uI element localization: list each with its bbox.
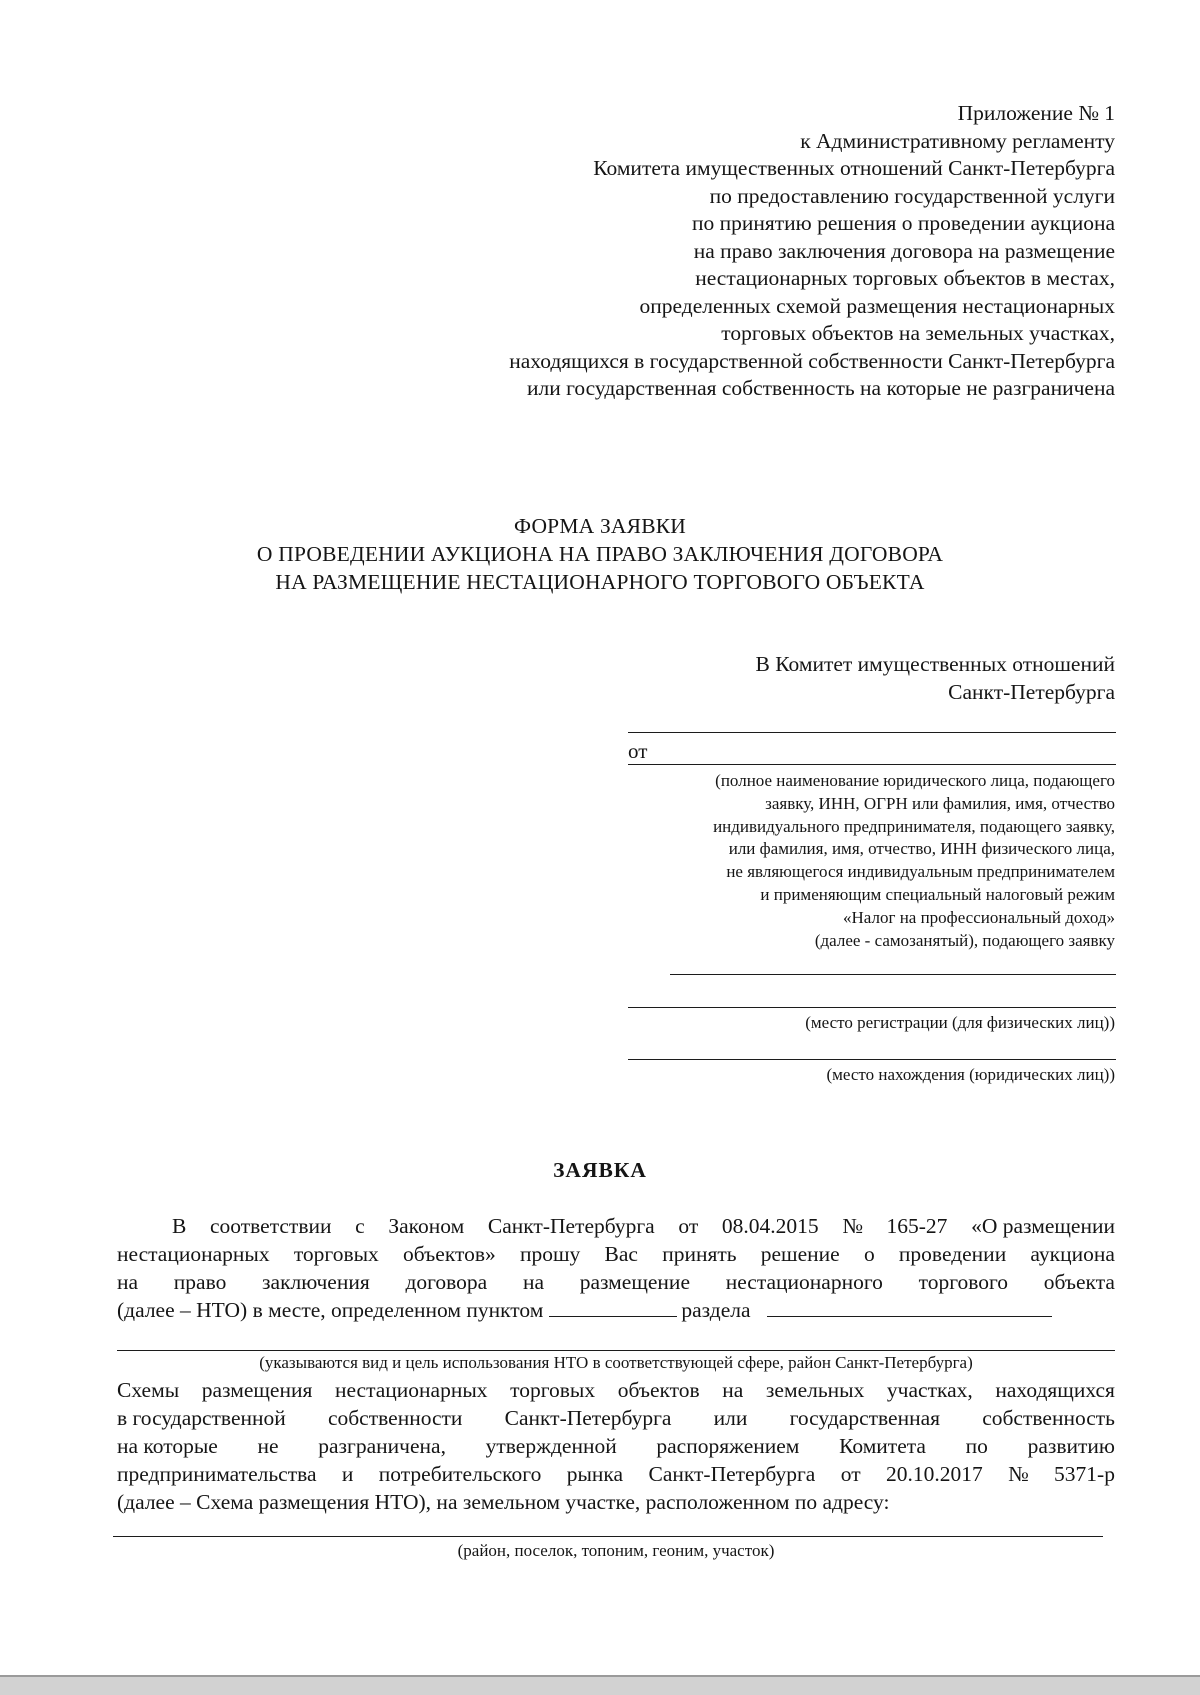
object-type-hint: (указываются вид и цель использования НТО в соответствующей сфере, район Санкт-Петербурга) bbox=[259, 1353, 973, 1372]
appendix-line: находящихся в государственной собственности Санкт-Петербурга bbox=[509, 348, 1115, 373]
applicant-hint-line: индивидуального предпринимателя, подающего заявку, bbox=[713, 816, 1115, 836]
form-title-line: НА РАЗМЕЩЕНИЕ НЕСТАЦИОНАРНОГО ТОРГОВОГО ОБЪЕКТА bbox=[275, 570, 925, 594]
applicant-hint bbox=[713, 770, 1115, 952]
applicant-hint-line: и применяющим специальный налоговый режим bbox=[760, 884, 1115, 904]
appendix-header bbox=[509, 100, 1115, 403]
section-blank[interactable] bbox=[767, 1296, 1052, 1317]
paragraph-line: на которые не разграничена, утвержденной распоряжением Комитета по развитию bbox=[117, 1434, 1115, 1458]
addressee-line: Санкт-Петербурга bbox=[948, 680, 1115, 704]
paragraph-line: нестационарных торговых объектов» прошу Вас принять решение о проведении аукциона bbox=[117, 1242, 1115, 1266]
form-title bbox=[0, 512, 1200, 596]
appendix-line: определенных схемой размещения нестационарных bbox=[639, 293, 1115, 318]
appendix-line: нестационарных торговых объектов в местах, bbox=[695, 266, 1115, 290]
applicant-name-line[interactable] bbox=[628, 764, 1116, 765]
object-type-line[interactable] bbox=[117, 1350, 1115, 1351]
address-hint: (район, поселок, топоним, геоним, участок) bbox=[457, 1541, 775, 1560]
applicant-hint-line: «Налог на профессиональный доход» bbox=[843, 907, 1115, 927]
paragraph-line: в государственной собственности Санкт-Петербурга или государственная собственность bbox=[117, 1406, 1115, 1430]
applicant-hint-line: (полное наименование юридического лица, подающего bbox=[715, 771, 1115, 790]
form-title-line: О ПРОВЕДЕНИИ АУКЦИОНА НА ПРАВО ЗАКЛЮЧЕНИЯ ДОГОВОРА bbox=[256, 542, 944, 566]
page-bottom-band bbox=[0, 1677, 1200, 1695]
appendix-line: по предоставлению государственной услуги bbox=[709, 183, 1115, 208]
paragraph-line: (далее – Схема размещения НТО), на земельном участке, расположенном по адресу: bbox=[117, 1490, 890, 1514]
location-hint: (место нахождения (юридических лиц)) bbox=[826, 1065, 1115, 1084]
applicant-hint-line: или фамилия, имя, отчество, ИНН физического лица, bbox=[728, 839, 1115, 859]
appendix-line: или государственная собственность на которые не разграничена bbox=[526, 376, 1115, 400]
applicant-extra-line[interactable] bbox=[670, 974, 1116, 975]
form-title-line: ФОРМА ЗАЯВКИ bbox=[514, 514, 686, 538]
applicant-blank-line[interactable] bbox=[628, 732, 1116, 733]
appendix-line: на право заключения договора на размещение bbox=[693, 238, 1115, 263]
appendix-line: по принятию решения о проведении аукциона bbox=[691, 211, 1115, 235]
clause-number-blank[interactable] bbox=[549, 1296, 677, 1317]
applicant-hint-line: не являющегося индивидуальным предпринимателем bbox=[726, 862, 1115, 882]
application-title: ЗАЯВКА bbox=[553, 1158, 647, 1182]
appendix-line: к Административному регламенту bbox=[800, 128, 1115, 153]
addressee-line: В Комитет имущественных отношений bbox=[755, 652, 1115, 676]
address-line[interactable] bbox=[113, 1536, 1103, 1537]
applicant-hint-line: (далее - самозанятый), подающего заявку bbox=[814, 930, 1115, 950]
addressee-block bbox=[756, 650, 1115, 706]
appendix-line: Комитета имущественных отношений Санкт-Петербурга bbox=[593, 156, 1115, 180]
location-line[interactable] bbox=[628, 1059, 1116, 1060]
paragraph-line: В соответствии с Законом Санкт-Петербурга от 08.04.2015 № 165-27 «О размещении bbox=[172, 1214, 1115, 1238]
paragraph-line: (далее – НТО) в месте, определенном пунктом раздела bbox=[117, 1296, 1115, 1324]
registration-line[interactable] bbox=[628, 1007, 1116, 1008]
applicant-hint-line: заявку, ИНН, ОГРН или фамилия, имя, отчество bbox=[765, 793, 1115, 813]
paragraph-line: на право заключения договора на размещение нестационарного торгового объекта bbox=[117, 1270, 1115, 1294]
from-label: от bbox=[628, 739, 648, 763]
paragraph-line: предпринимательства и потребительского рынка Санкт-Петербурга от 20.10.2017 № 5371-р bbox=[117, 1462, 1115, 1486]
appendix-line: Приложение № 1 bbox=[957, 101, 1115, 125]
registration-hint: (место регистрации (для физических лиц)) bbox=[805, 1013, 1115, 1032]
application-paragraph-1 bbox=[117, 1212, 1115, 1324]
paragraph-line: Схемы размещения нестационарных торговых объектов на земельных участках, находящихся bbox=[117, 1378, 1115, 1402]
application-paragraph-2 bbox=[117, 1376, 1115, 1516]
appendix-line: торговых объектов на земельных участках, bbox=[721, 321, 1115, 345]
